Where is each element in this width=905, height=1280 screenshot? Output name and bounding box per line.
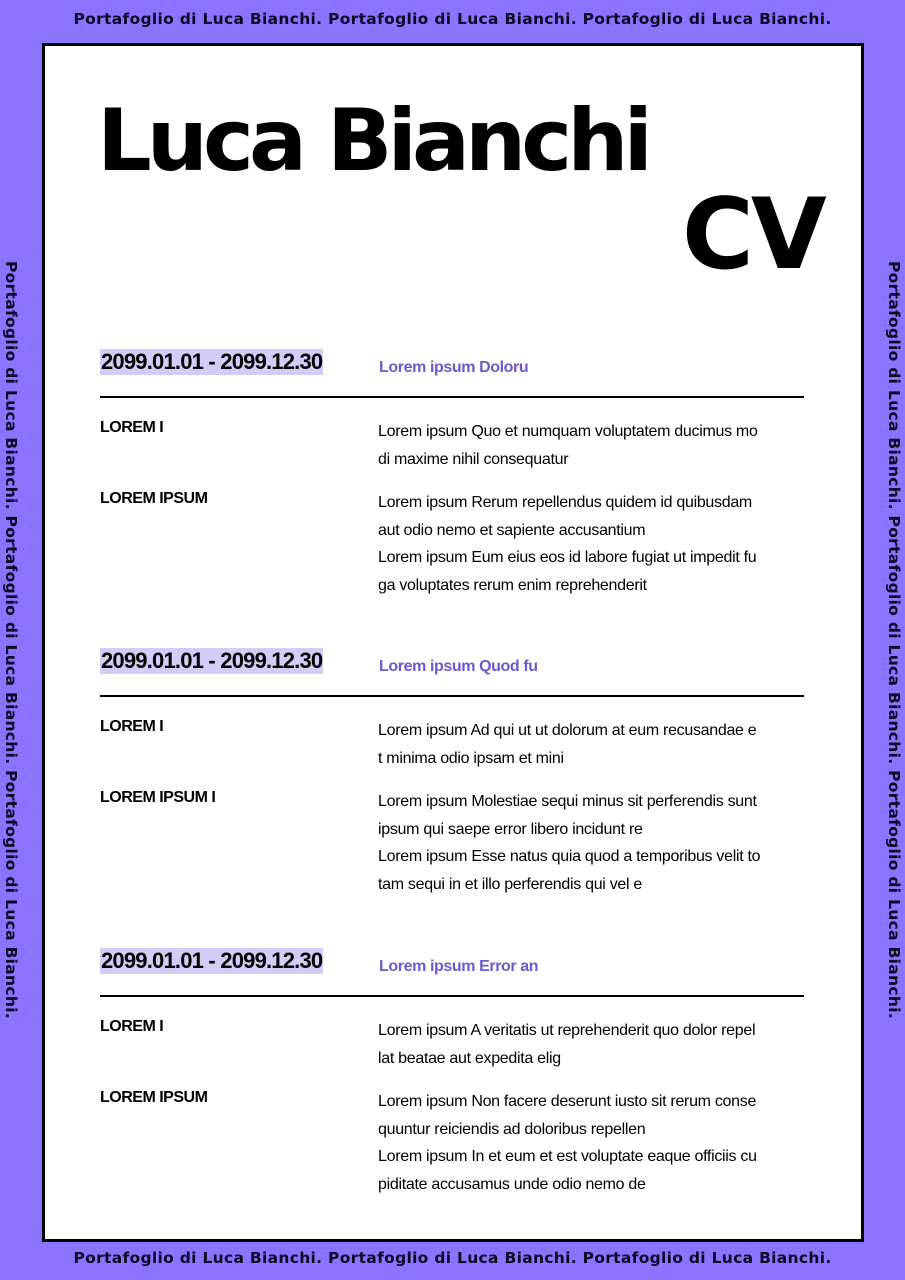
section-header [100, 349, 804, 397]
entry-row [100, 1017, 804, 1072]
entry-description: Lorem ipsum Molestiae sequi minus sit perferendis sunt ipsum qui saepe error libero incidunt re Lorem ipsum Esse natus quia quod a temporibus velit to tam sequi in et illo perferendis qui vel e [378, 793, 761, 893]
section-header [100, 948, 804, 996]
date-range: 2099.01.01 - 2099.12.30 [101, 948, 323, 973]
frame-text-top: Portafoglio di Luca Bianchi. Portafoglio di Luca Bianchi. Portafoglio di Luca Bianchi. [73, 10, 832, 28]
entry-label: LOREM I [100, 419, 164, 436]
frame-text-right: Portafoglio di Luca Bianchi. Portafoglio di Luca Bianchi. Portafoglio di Luca Bianchi. [885, 260, 903, 1020]
entry-label: LOREM IPSUM [100, 490, 208, 507]
role-title: Lorem ipsum Error an [379, 958, 539, 975]
frame-text-bottom: Portafoglio di Luca Bianchi. Portafoglio di Luca Bianchi. Portafoglio di Luca Bianchi. [73, 1249, 832, 1267]
entry-row [100, 1088, 804, 1198]
entry-description: Lorem ipsum Rerum repellendus quidem id quibusdam aut odio nemo et sapiente accusantium Lorem ipsum Eum eius eos id labore fugiat ut impedit fu ga voluptates rerum enim reprehenderit [378, 494, 757, 594]
entry-label: LOREM I [100, 718, 164, 735]
role-title: Lorem ipsum Doloru [379, 359, 529, 376]
entry-label: LOREM I [100, 1018, 164, 1035]
role-title: Lorem ipsum Quod fu [379, 658, 538, 675]
entry-label: LOREM IPSUM I [100, 789, 216, 806]
entry-row [100, 418, 804, 473]
frame-text-left: Portafoglio di Luca Bianchi. Portafoglio di Luca Bianchi. Portafoglio di Luca Bianchi. [2, 260, 20, 1020]
entry-row [100, 717, 804, 772]
person-name: Luca Bianchi [97, 91, 648, 191]
entry-description: Lorem ipsum A veritatis ut reprehenderit quo dolor repel lat beatae aut expedita elig [378, 1022, 756, 1067]
entry-description: Lorem ipsum Non facere deserunt iusto sit rerum conse quuntur reiciendis ad doloribus repellen Lorem ipsum In et eum et est voluptate eaque officiis cu piditate accusamus unde odio nemo de [378, 1093, 757, 1193]
entry-label: LOREM IPSUM [100, 1089, 208, 1106]
entry-description: Lorem ipsum Quo et numquam voluptatem ducimus mo di maxime nihil consequatur [378, 423, 758, 468]
date-range: 2099.01.01 - 2099.12.30 [101, 648, 323, 673]
entry-row [100, 788, 804, 898]
experience-section [100, 648, 804, 914]
entry-row [100, 489, 804, 599]
experience-section [100, 349, 804, 615]
cv-page [42, 43, 864, 1242]
experience-section [100, 948, 804, 1214]
entry-description: Lorem ipsum Ad qui ut ut dolorum at eum recusandae e t minima odio ipsam et mini [378, 722, 757, 767]
cv-title: CV [682, 178, 824, 292]
section-header [100, 648, 804, 696]
date-range: 2099.01.01 - 2099.12.30 [101, 349, 323, 374]
